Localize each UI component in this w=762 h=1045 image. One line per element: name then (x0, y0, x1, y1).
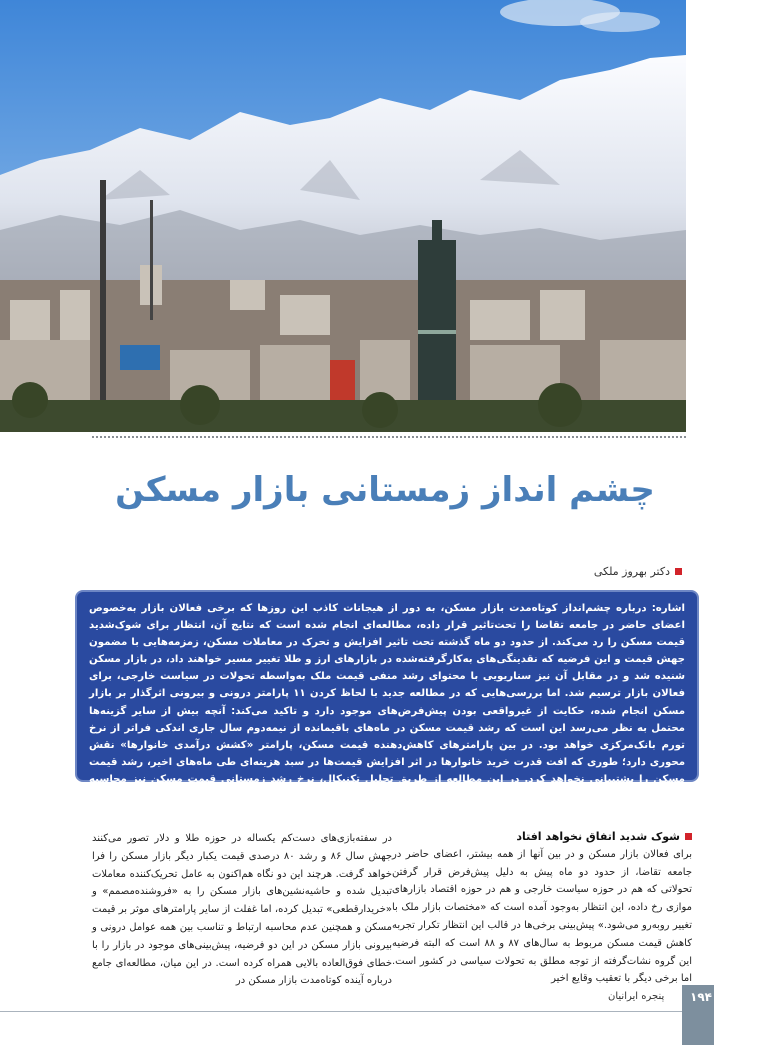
cityscape-photo (0, 0, 686, 432)
abstract-box (75, 590, 699, 803)
bullet-icon (675, 568, 682, 575)
left-column-text: در سفته‌بازی‌های دست‌کم یکساله در حوزه طلا و دلار تصور می‌کنند جهش سال ۸۶ و رشد ۸۰ درصدی قیمت یکبار دیگر بازار مسکن را فرا خواهد گرفت. هرچند این دو نگاه هم‌اکنون به عامل تحریک‌کننده معاملات تبدیل شده و حاشیه‌نشین‌های بازار مسکن را به «فروشنده‌مصمم» و «خریدارقطعی» تبدیل کرده، اما غفلت از سایر پارامترهای موثر بر قیمت مسکن و همچنین عدم محاسبه ارتباط و تناسب بین همه عوامل درونی و بیرونی بازار مسکن در این دو فرضیه، پیش‌بینی‌های موجود در بازار را با خطای فوق‌العاده بالایی همراه کرده است. در این میان، مطالعه‌ای جامع درباره آینده کوتاه‌مدت بازار مسکن در (92, 833, 393, 987)
magazine-name: پنجره ایرانیان (608, 991, 665, 1002)
article-title: چشم انداز زمستانی بازار مسکن (115, 470, 655, 510)
right-column-text: برای فعالان بازار مسکن و در بین آنها از همه بیشتر، اعضای حاضر در جامعه تقاضا، از حدود دو ماه پیش به دلیل پیش‌فرض قرار گرفتن تحولاتی که هم در حوزه سیاست خارجی و هم در حوزه اقتصاد بازارهای موازی رخ داده، این انتظار به‌وجود آمده است که «مختصات بازار ملک با تغییر روبه‌رو می‌شود.» پیش‌بینی برخی‌ها در قالب این انتظار تکرار تجربه کاهش قیمت مسکن مربوط به سال‌های ۸۷ و ۸۸ است که البته فرضیه این گروه نشات‌گرفته از توجه مطلق به تحولات سیاسی در کشور است. اما برخی دیگر با تعقیب وقایع اخیر (392, 848, 692, 985)
page-margin (686, 0, 762, 432)
divider (92, 436, 686, 438)
author-name: دکتر بهروز ملکی (593, 565, 670, 578)
column-right (392, 828, 692, 988)
footer-rule (0, 1011, 686, 1012)
page-number: ۱۹۴ (690, 990, 712, 1004)
abstract-text: اشاره: درباره چشم‌انداز کوتاه‌مدت بازار مسکن، به دور از هیجانات کاذب این روزها که برخی فعالان بازار به‌خصوص اعضای حاضر در جامعه تقاضا را تحت‌تاثیر قرار داده، مطالعه‌ای انجام شده است که نتایج آن، انتظار برای شوک‌شدید قیمت مسکن را رد می‌کند. از حدود دو ماه گذشته تحت تاثیر افزایش و تحرک در معاملات مسکن، زمزمه‌هایی با مضمون جهش قیمت و این فرضیه که نقدینگی‌های به‌کارگرفته‌شده در بازارهای ارز و طلا تغییر مسیر خواهند داد، در بازار مسکن شنیده شد و در مقابل آن نیز سناریویی با محتوای رشد منفی قیمت ملک به‌واسطه تحولات در سیاست خارجی، برای فعالان بازار ترسیم شد. اما بررسی‌هایی که در مطالعه جدید با لحاظ کردن ۱۱ پارامتر درونی و بیرونی اثرگذار بر بازار مسکن انجام شده، حکایت از غیرواقعی بودن پیش‌فرض‌های موجود دارد و تاکید می‌کند: آنچه بیش از سایر گزینه‌ها محتمل به نظر می‌رسد این است که رشد قیمت مسکن در ماه‌های باقیمانده از نیمه‌دوم سال جاری اندکی فراتر از نرخ تورم بانک‌مرکزی خواهد بود. در بین پارامترهای کاهش‌دهنده قیمت مسکن، پارامتر «کشش درآمدی خانوارها» نقش محوری دارد؛ طوری که افت قدرت خرید خانوارها در اثر افزایش قیمت‌ها در سبد هزینه‌ای طی ماه‌های اخیر، رشد قیمت مسکن را پشتیبانی نخواهد کرد. در این مطالعه از طریق تحلیل تکنیکال، نرخ رشد زمستانی قیمت مسکن نیز محاسبه شده است. (89, 603, 685, 803)
author-line (594, 565, 682, 578)
column-left (92, 830, 392, 990)
section-heading (392, 828, 692, 846)
section-heading-text: شوک شدید اتفاق نخواهد افتاد (516, 830, 680, 843)
bullet-icon (685, 833, 692, 840)
